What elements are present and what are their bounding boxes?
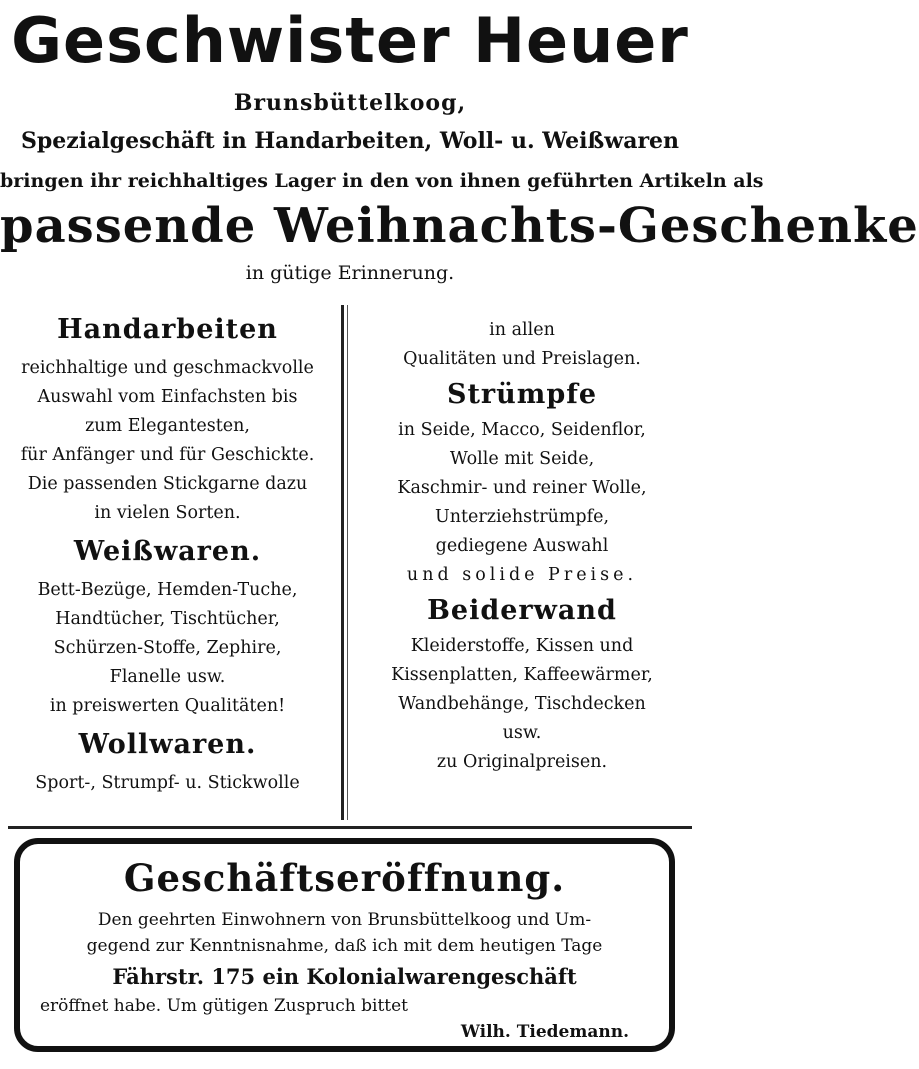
weisswaren-heading: Weißwaren.	[73, 536, 262, 567]
handarbeiten-line: zum Elegantesten,	[85, 416, 250, 436]
notice-line: gegend zur Kenntnisnahme, daß ich mit dem heutigen Tage	[86, 936, 603, 956]
beiderwand-heading: Beiderwand	[427, 595, 617, 626]
struempfe-line: Kaschmir- und reiner Wolle,	[397, 478, 647, 498]
struempfe-line: und solide Preise.	[406, 565, 638, 585]
beiderwand-line: Kleiderstoffe, Kissen und	[410, 636, 634, 656]
handarbeiten-line: in vielen Sorten.	[94, 503, 241, 523]
section-divider	[8, 826, 692, 829]
business-opening-notice	[14, 838, 675, 1052]
weisswaren-line: Handtücher, Tischtücher,	[55, 609, 280, 629]
column-divider-thin	[347, 305, 348, 820]
beiderwand-line: usw.	[502, 723, 542, 743]
handarbeiten-line: Die passenden Stickgarne dazu	[27, 474, 308, 494]
left-column	[0, 306, 335, 798]
beiderwand-line: Wandbehänge, Tischdecken	[398, 694, 646, 714]
firm-name: Geschwister Heuer	[11, 4, 689, 77]
notice-signature: Wilh. Tiedemann.	[460, 1022, 629, 1042]
struempfe-heading: Strümpfe	[446, 379, 598, 410]
weisswaren-line: Schürzen-Stoffe, Zephire,	[53, 638, 282, 658]
right-intro-line: in allen	[489, 320, 555, 340]
weisswaren-line: in preiswerten Qualitäten!	[49, 696, 286, 716]
slogan-headline: passende Weihnachts-Geschenke	[0, 198, 919, 254]
reminder-line: in gütige Erinnerung.	[245, 262, 455, 284]
right-intro-line: Qualitäten und Preislagen.	[403, 349, 641, 369]
column-divider	[341, 305, 344, 820]
notice-line: eröffnet habe. Um gütigen Zuspruch bittet	[40, 996, 409, 1016]
weisswaren-line: Flanelle usw.	[109, 667, 226, 687]
handarbeiten-line: reichhaltige und geschmackvolle	[21, 358, 314, 378]
handarbeiten-line: Auswahl vom Einfachsten bis	[37, 387, 298, 407]
notice-address-line: Fährstr. 175 ein Kolonialwarengeschäft	[112, 964, 577, 989]
right-column	[352, 316, 692, 777]
struempfe-line: Unterziehstrümpfe,	[434, 507, 610, 527]
handarbeiten-line: für Anfänger und für Geschickte.	[20, 445, 315, 465]
beiderwand-line: Kissenplatten, Kaffeewärmer,	[391, 665, 653, 685]
notice-line: Den geehrten Einwohnern von Brunsbüttelkoog und Um-	[97, 910, 592, 930]
beiderwand-line: zu Originalpreisen.	[436, 752, 608, 772]
handarbeiten-heading: Handarbeiten	[57, 314, 278, 345]
wollwaren-heading: Wollwaren.	[78, 729, 257, 760]
notice-title: Geschäftseröffnung.	[123, 856, 566, 900]
struempfe-line: in Seide, Macco, Seidenflor,	[398, 420, 646, 440]
intro-line: bringen ihr reichhaltiges Lager in den von ihnen geführten Artikeln als	[0, 170, 764, 192]
struempfe-line: Wolle mit Seide,	[449, 449, 595, 469]
town-name: Brunsbüttelkoog,	[233, 90, 467, 116]
struempfe-line: gediegene Auswahl	[435, 536, 609, 556]
weisswaren-line: Bett-Bezüge, Hemden-Tuche,	[37, 580, 298, 600]
wollwaren-line: Sport-, Strumpf- u. Stickwolle	[35, 773, 300, 793]
specialty-line: Spezialgeschäft in Handarbeiten, Woll- u. Weißwaren	[20, 128, 680, 154]
